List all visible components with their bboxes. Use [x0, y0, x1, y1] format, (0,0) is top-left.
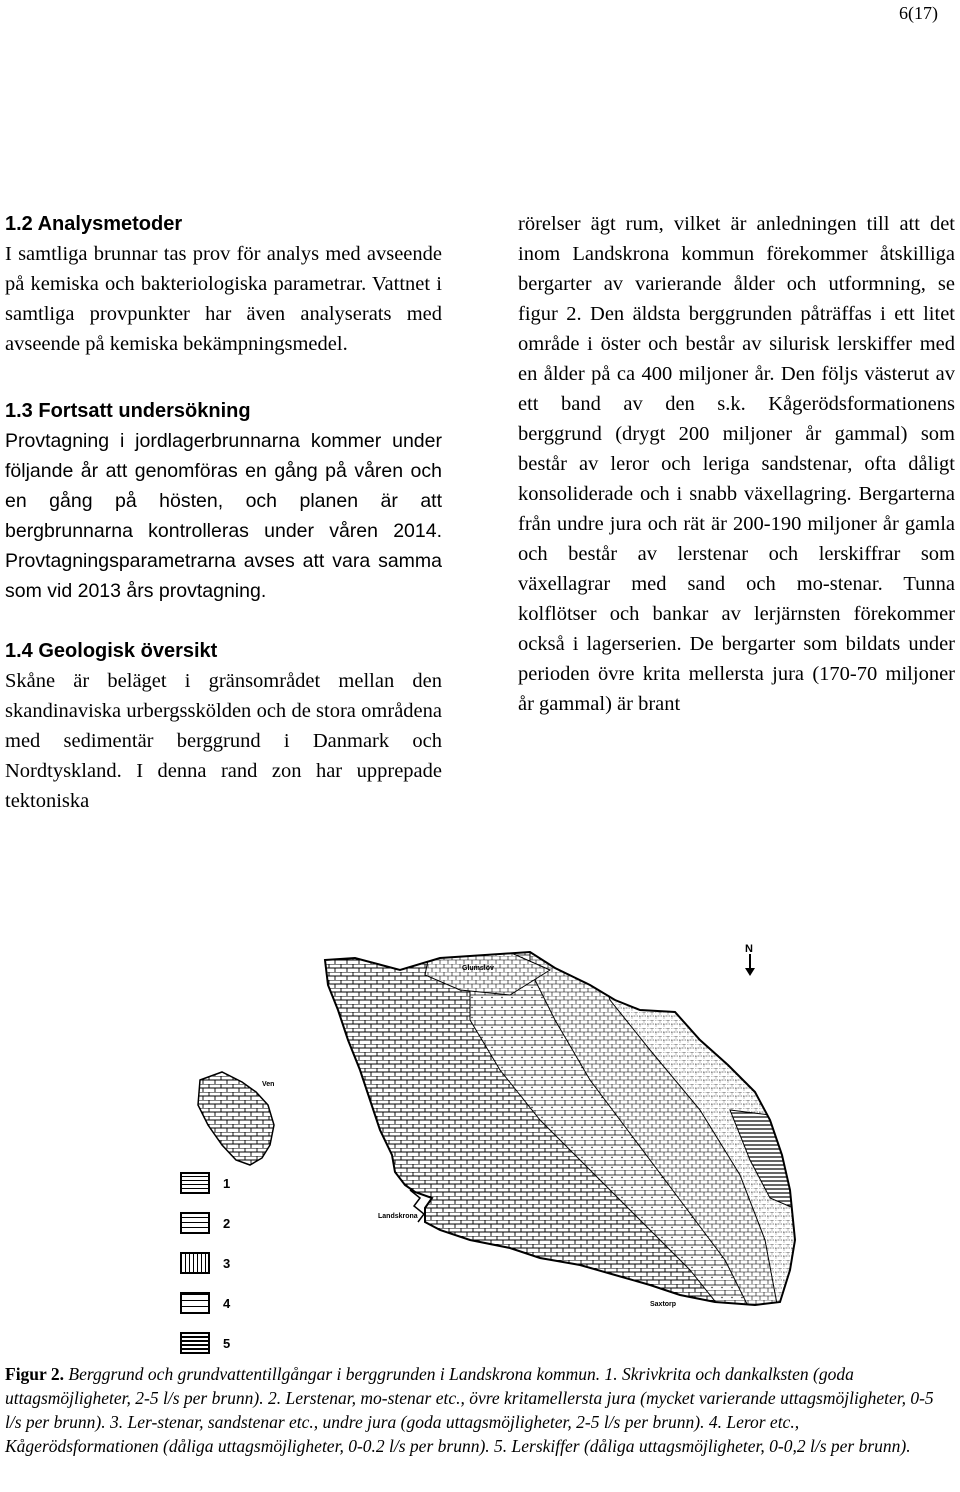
section-title-analysmetoder: 1.2 Analysmetoder: [5, 213, 183, 235]
legend-swatch-4: [180, 1292, 210, 1314]
section-analysmetoder: [5, 209, 442, 359]
right-column-text: rörelser ägt rum, vilket är anledningen till att det inom Landskrona kommun förekommer åtskilliga bergarter av varierande ålder och utformning, se figur 2. Den äldsta berggrunden påträffas i ett litet område i öster och består av silurisk lerskiffer med en ålder på ca 400 miljoner år. Den följs västerut av ett band av den s.k. Kågerödsformationens berggrund (drygt 200 miljoner år gammal) som består av leror och leriga sandstenar, ofta dåligt konsoliderade och i snabb växellagring. Bergarterna från undre jura och rät är 200-190 miljoner år gamla och består av lerstenar och lerskiffrar som växellagrar med sand och mo-stenar. Tunna kolflötser och bankar av lerjärnsten förekommer också i lagerserien. De bergarter som bildats under perioden övre krita mellersta jura (170-70 miljoner år gammal) är brant: [518, 213, 955, 715]
caption-text: Berggrund och grundvattentillgångar i berggrunden i Landskrona kommun. 1. Skrivkrita och dankalksten (goda uttagsmöjligheter, 2-5 l/s per brunn). 2. Lerstenar, mo-stenar etc., övre kritamellersta jura (mycket varierande uttagsmöjligheter, 0-5 l/s per brunn). 3. Ler-stenar, sandstenar etc., undre jura (goda uttagsmöjligheter, 2-5 l/s per brunn). 4. Leror etc., Kågerödsformationen (dåliga uttagsmöjligheter, 0-0.2 l/s per brunn). 5. Lerskiffer (dåliga uttagsmöjligheter, 0-0,2 l/s per brunn).: [5, 1364, 934, 1456]
geology-map: [170, 940, 810, 1360]
legend-swatch-3: [180, 1252, 210, 1274]
section-title-geologisk: 1.4 Geologisk översikt: [5, 640, 218, 662]
legend-number-1: 1: [223, 1176, 231, 1191]
geology-map-svg: [170, 940, 810, 1360]
north-arrow-icon: [745, 954, 755, 976]
legend-number-2: 2: [223, 1216, 231, 1231]
section-text-geologisk: Skåne är beläget i gränsområdet mellan den skandinaviska urbergsskölden och de stora områdena med sedimentär berggrund i Danmark och Nordtyskland. I denna rand zon har upprepade tektoniska: [5, 670, 442, 812]
caption-label: Figur 2.: [5, 1364, 64, 1384]
legend-swatch-1: [180, 1172, 210, 1194]
place-landskrona: Landskrona: [378, 1213, 418, 1220]
place-ven: Ven: [262, 1081, 275, 1088]
figure-caption: [5, 1362, 953, 1458]
section-geologisk-oversikt: [5, 636, 442, 816]
legend-number-5: 5: [223, 1336, 231, 1351]
place-saxtorp: Saxtorp: [650, 1301, 677, 1308]
section-fortsatt-undersokning: [5, 396, 442, 606]
legend-number-3: 3: [223, 1256, 231, 1271]
legend-swatch-2: [180, 1212, 210, 1234]
right-column: [518, 209, 955, 719]
section-text-fortsatt: Provtagning i jordlagerbrunnarna kommer under följande år att genomföras en gång på våren och en gång på hösten, och planen är att bergbrunnarna kontrolleras under våren 2014. Provtagningsparametrarna avses att vara samma som vid 2013 års provtagning.: [5, 430, 442, 602]
section-text-analysmetoder: I samtliga brunnar tas prov för analys med avseende på kemiska och bakteriologiska parametrar. Vattnet i samtliga provpunkter har även analyserats med avseende på kemiska bekämpningsmedel.: [5, 243, 442, 355]
legend-number-4: 4: [223, 1296, 231, 1311]
left-column: [5, 209, 442, 846]
page-number: 6(17): [899, 3, 938, 23]
place-glumslov: Glumslöv: [462, 965, 494, 972]
section-title-fortsatt: 1.3 Fortsatt undersökning: [5, 400, 251, 422]
legend-swatch-5: [180, 1332, 210, 1354]
north-label: N: [745, 943, 753, 955]
